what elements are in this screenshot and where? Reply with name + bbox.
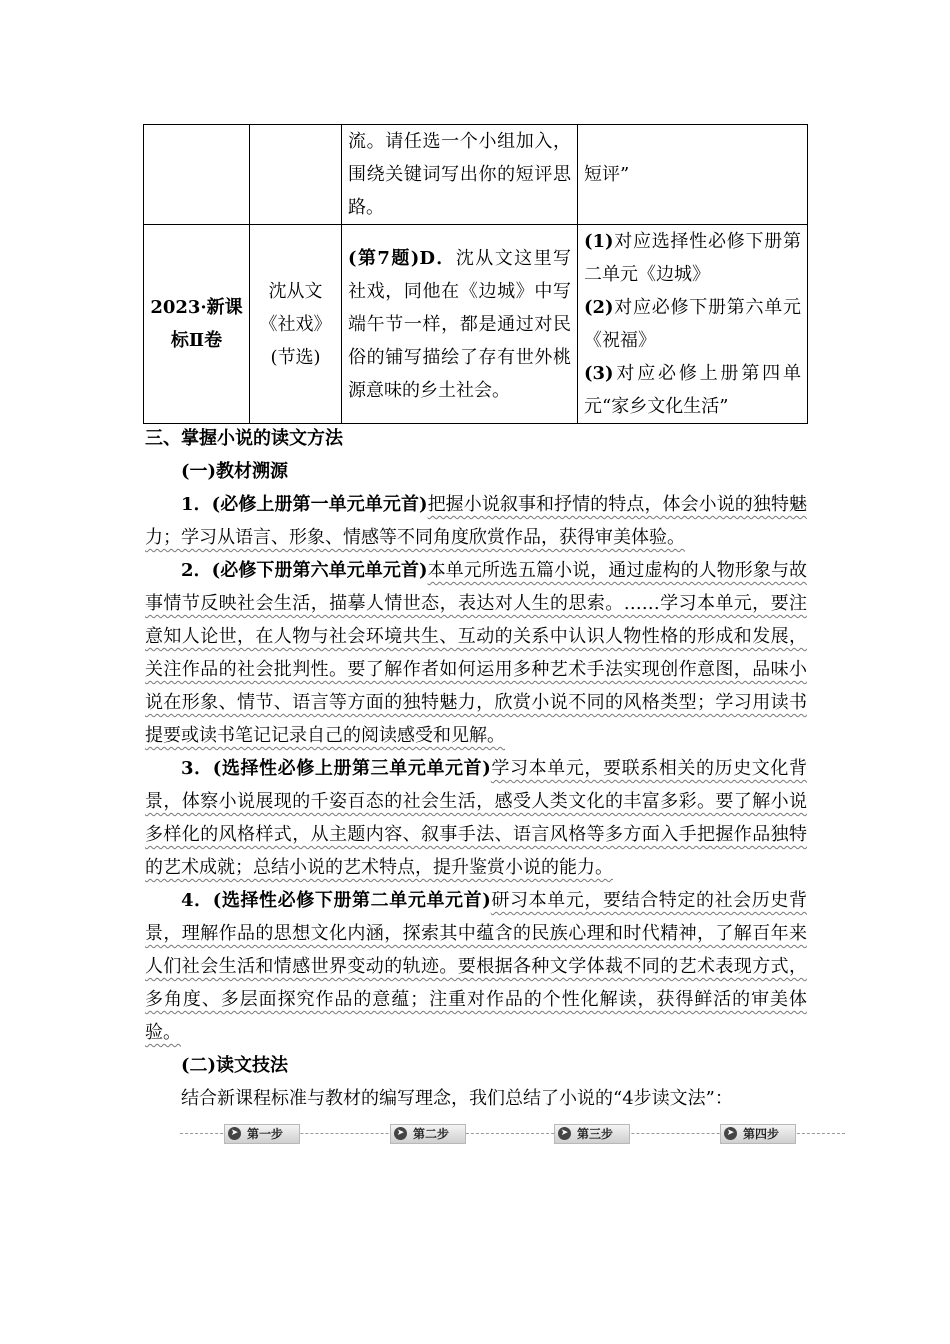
step-badge: ➤ 第四步 — [720, 1124, 796, 1144]
exam-mapping-table — [143, 124, 808, 424]
exam-name: 2023·新课标Ⅱ卷 — [150, 297, 243, 351]
paragraph — [145, 554, 807, 752]
table-row — [144, 225, 808, 424]
paragraph-label: 2．(必修下册第六单元单元首) — [181, 560, 428, 581]
table-cell-question — [342, 225, 578, 424]
arrow-right-icon: ➤ — [724, 1127, 737, 1140]
paragraph — [145, 884, 807, 1049]
step-badge: ➤ 第二步 — [390, 1124, 466, 1144]
intro-paragraph: 结合新课程标准与教材的编写理念，我们总结了小说的“4步读文法”： — [181, 1088, 733, 1109]
subsection-heading: (二)读文技法 — [181, 1055, 289, 1076]
paragraph — [145, 752, 807, 884]
paragraph-label: 3．(选择性必修上册第三单元单元首) — [181, 758, 491, 779]
subsection-heading: (一)教材溯源 — [181, 461, 289, 482]
paragraph-text: 研习本单元，要结合特定的社会历史背景，理解作品的思想文化内涵，探索其中蕴含的民族心理和时代精神，了解百年来人们社会生活和情感世界变动的轨迹。要根据各种文学体裁不同的艺术表现方式，多角度、多层面探究作品的意蕴；注重对作品的个性化解读，获得鲜活的审美体验。 — [145, 890, 807, 1043]
section-heading: 三、掌握小说的读文方法 — [145, 428, 343, 449]
paragraph — [145, 488, 807, 554]
step-badge: ➤ 第三步 — [554, 1124, 630, 1144]
question-number: (第7题)D． — [348, 247, 456, 269]
arrow-right-icon: ➤ — [394, 1127, 407, 1140]
table-cell-text — [250, 125, 342, 225]
step-badge: ➤ 第一步 — [224, 1124, 300, 1144]
arrow-right-icon: ➤ — [228, 1127, 241, 1140]
textbook-item: (2)对应必修下册第六单元《祝福》 — [584, 297, 801, 351]
textbook-item: (3)对应必修上册第四单元“家乡文化生活” — [584, 363, 801, 417]
section-body — [145, 422, 807, 1115]
arrow-right-icon: ➤ — [558, 1127, 571, 1140]
paragraph-text: 学习本单元，要联系相关的历史文化背景，体察小说展现的千姿百态的社会生活，感受人类文化的丰富多彩。要了解小说多样化的风格样式，从主题内容、叙事手法、语言风格等多方面入手把握作品独特的艺术成就；总结小说的艺术特点，提升鉴赏小说的能力。 — [145, 758, 807, 878]
table-row — [144, 125, 808, 225]
table-cell-question: 流。请任选一个小组加入，围绕关键词写出你的短评思路。 — [342, 125, 578, 225]
table-cell-exam — [144, 125, 250, 225]
paragraph-label: 1．(必修上册第一单元单元首) — [181, 494, 428, 515]
textbook-item: (1)对应选择性必修下册第二单元《边城》 — [584, 231, 801, 285]
paragraph-label: 4．(选择性必修下册第二单元单元首) — [181, 890, 491, 911]
table-cell-textbook — [578, 225, 808, 424]
question-text: 沈从文这里写社戏，同他在《边城》中写端午节一样，都是通过对民俗的铺写描绘了存有世外桃源意味的乡土社会。 — [348, 247, 572, 401]
paragraph-text: 本单元所选五篇小说，通过虚构的人物形象与故事情节反映社会生活，描摹人情世态，表达对人生的思索。……学习本单元，要注意知人论世，在人物与社会环境共生、互动的关系中认识人物性格的形成和发展，关注作品的社会批判性。要了解作者如何运用多种艺术手法实现创作意图，品味小说在形象、情节、语言等方面的独特魅力，欣赏小说不同的风格类型；学习用读书提要或读书笔记记录自己的阅读感受和见解。 — [145, 560, 808, 746]
paragraph-text: 把握小说叙事和抒情的特点，体会小说的独特魅力；学习从语言、形象、情感等不同角度欣赏作品，获得审美体验。 — [145, 494, 808, 548]
table-cell-textbook: 短评” — [578, 125, 808, 225]
table-cell-exam — [144, 225, 250, 424]
step-bar — [180, 1122, 845, 1144]
table-cell-text: 沈从文《社戏》(节选) — [250, 225, 342, 424]
